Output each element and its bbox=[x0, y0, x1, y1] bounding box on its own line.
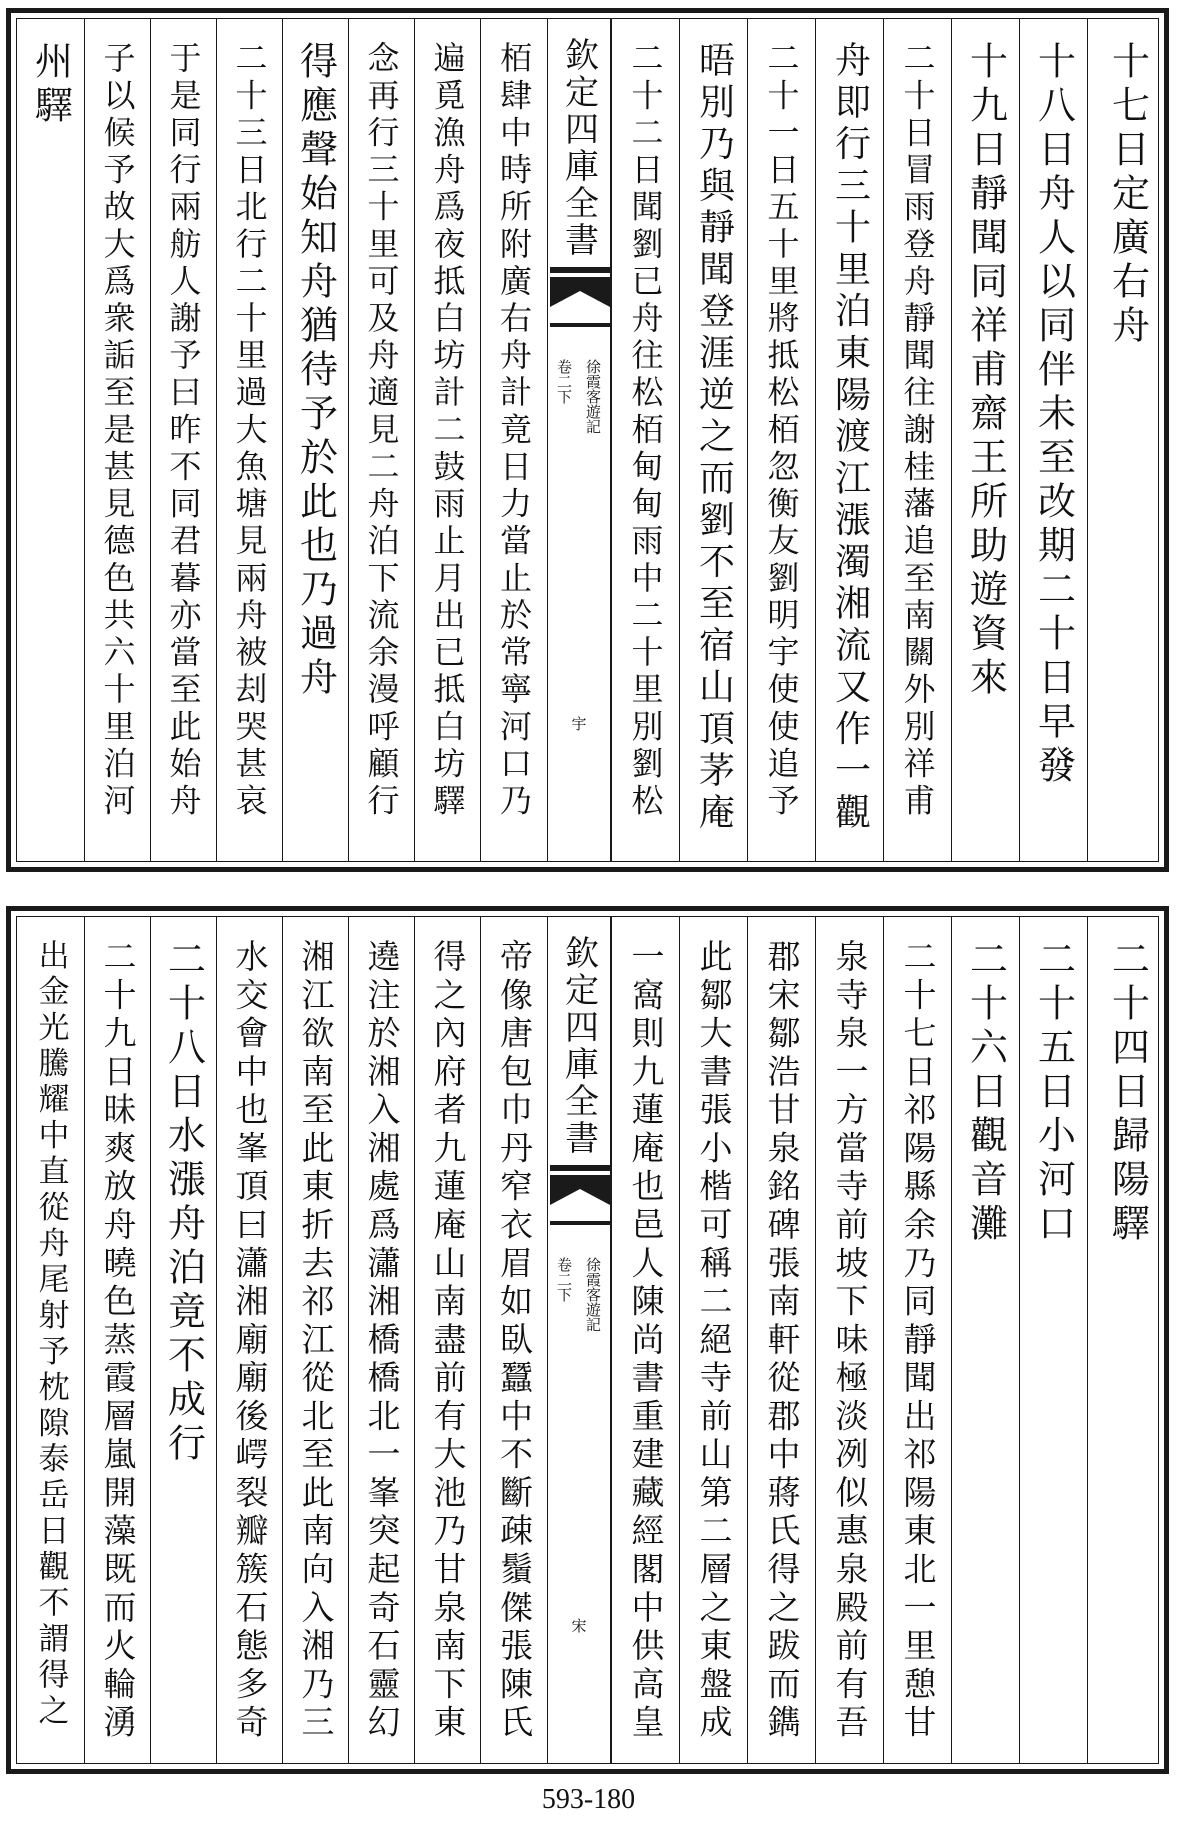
volume-label: 卷二下 bbox=[555, 359, 573, 404]
column-text: 二十七日祁陽縣余乃同靜聞出祁陽東北一里憩甘 bbox=[898, 939, 938, 1743]
column-text: 十九日靜聞同祥甫齋王所助遊資來 bbox=[963, 41, 1008, 701]
column-text: 二十九日昧爽放舟曉色蒸霞層嵐開藻既而火輪湧 bbox=[98, 939, 138, 1743]
column-text: 出金光騰耀中直從舟尾射予枕隙泰岳日觀不謂得之 bbox=[32, 939, 69, 1731]
work-title: 徐霞客遊記 bbox=[584, 359, 602, 434]
column-text: 二十日冒雨登舟靜聞往謝桂藩追至南關外別祥甫 bbox=[898, 41, 937, 821]
text-column bbox=[951, 917, 1019, 1763]
column-text: 泉寺泉一方當寺前坡下味極淡冽似惠泉殿前有吾 bbox=[830, 939, 870, 1743]
page-gutter bbox=[547, 917, 611, 1763]
text-column bbox=[1019, 19, 1087, 861]
column-text: 遶注於湘入湘處爲瀟湘橋橋北一峯突起奇石靈幻 bbox=[362, 939, 402, 1743]
text-column bbox=[282, 917, 348, 1763]
column-text: 州驛 bbox=[28, 41, 73, 129]
column-text: 二十六日觀音灘 bbox=[963, 939, 1008, 1247]
volume-label: 卷二下 bbox=[555, 1257, 573, 1302]
text-column bbox=[348, 19, 414, 861]
column-text: 舟即行三十里泊東陽渡江漲濁湘流又作一觀 bbox=[829, 41, 871, 835]
bottom-page-inner-frame bbox=[16, 916, 1159, 1764]
bottom-page-panel bbox=[6, 906, 1169, 1774]
text-column bbox=[883, 19, 951, 861]
text-column bbox=[1019, 917, 1087, 1763]
top-page-inner-frame bbox=[16, 18, 1159, 862]
column-text: 湘江欲南至此東折去祁江從北至此南向入湘乃三 bbox=[296, 939, 336, 1743]
text-column bbox=[747, 19, 815, 861]
column-text: 得應聲始知舟猶待予於此也乃過舟 bbox=[293, 41, 338, 701]
column-text: 水交會中也峯頂曰瀟湘廟廟後崿裂瓣簇石態多奇 bbox=[230, 939, 270, 1743]
text-column bbox=[480, 917, 547, 1763]
text-column bbox=[480, 19, 547, 861]
scan-page-number: 593-180 bbox=[541, 1784, 636, 1815]
column-text: 栢肆中時所附廣右舟計竟日力當止於常寧河口乃 bbox=[495, 41, 533, 821]
text-column bbox=[282, 19, 348, 861]
text-column bbox=[17, 19, 84, 861]
column-text: 此鄒大書張小楷可稱二絕寺前山第二層之東盤成 bbox=[694, 939, 734, 1743]
text-column bbox=[883, 917, 951, 1763]
text-column bbox=[17, 917, 84, 1763]
text-column bbox=[414, 19, 480, 861]
column-text: 二十八日水漲舟泊竟不成行 bbox=[161, 939, 206, 1467]
text-column bbox=[150, 917, 216, 1763]
text-column bbox=[611, 917, 679, 1763]
page-gutter bbox=[547, 19, 611, 861]
text-column bbox=[815, 917, 883, 1763]
text-column bbox=[84, 917, 150, 1763]
text-column bbox=[611, 19, 679, 861]
folio-number: 宇 bbox=[569, 716, 588, 731]
column-text: 二十二日聞劉已舟往松栢甸甸雨中二十里別劉松 bbox=[626, 41, 665, 821]
book-title: 欽定四庫全書 bbox=[558, 37, 599, 259]
column-text: 二十一日五十里將抵松栢忽衡友劉明宇使使追予 bbox=[762, 41, 801, 821]
fish-tail-mark-icon bbox=[550, 267, 610, 329]
folio-number: 宋 bbox=[569, 1618, 588, 1633]
column-text: 一窩則九蓮庵也邑人陳尚書重建藏經閣中供高皇 bbox=[626, 939, 666, 1743]
column-text: 二十三日北行二十里過大魚塘見兩舟被刦哭甚哀 bbox=[230, 41, 269, 821]
column-text: 子以候予故大爲衆詬至是甚見德色共六十里泊河 bbox=[98, 41, 137, 821]
fish-tail-mark-icon bbox=[550, 1165, 610, 1227]
column-text: 郡宋鄒浩甘泉銘碑張南軒從郡中蔣氏得之跋而鐫 bbox=[762, 939, 802, 1743]
text-column bbox=[815, 19, 883, 861]
column-text: 于是同行兩舫人謝予曰昨不同君暮亦當至此始舟 bbox=[164, 41, 203, 821]
text-column bbox=[679, 917, 747, 1763]
text-column bbox=[1087, 917, 1167, 1763]
text-column bbox=[216, 19, 282, 861]
column-text: 帝像唐包巾丹窄衣眉如臥蠶中不斷疎鬚傑張陳氏 bbox=[495, 939, 534, 1743]
text-column bbox=[414, 917, 480, 1763]
column-text: 念再行三十里可及舟適見二舟泊下流余漫呼顧行 bbox=[362, 41, 401, 821]
column-text: 十七日定廣右舟 bbox=[1105, 41, 1150, 349]
column-text: 晤別乃與靜聞登涯逆之而劉不至宿山頂茅庵 bbox=[693, 41, 735, 835]
text-column bbox=[150, 19, 216, 861]
text-column bbox=[1087, 19, 1167, 861]
book-title: 欽定四庫全書 bbox=[558, 935, 599, 1157]
column-text: 遍覓漁舟爲夜抵白坊計二鼓雨止月出已抵白坊驛 bbox=[428, 41, 467, 821]
text-column bbox=[348, 917, 414, 1763]
text-column bbox=[951, 19, 1019, 861]
text-column bbox=[747, 917, 815, 1763]
top-page-panel bbox=[6, 8, 1169, 872]
column-text: 十八日舟人以同伴未至改期二十日早發 bbox=[1031, 41, 1076, 789]
work-title: 徐霞客遊記 bbox=[584, 1257, 602, 1332]
column-text: 二十五日小河口 bbox=[1031, 939, 1076, 1247]
text-column bbox=[216, 917, 282, 1763]
text-column bbox=[84, 19, 150, 861]
column-text: 得之內府者九蓮庵山南盡前有大池乃甘泉南下東 bbox=[428, 939, 468, 1743]
column-text: 二十四日歸陽驛 bbox=[1105, 939, 1150, 1247]
text-column bbox=[679, 19, 747, 861]
